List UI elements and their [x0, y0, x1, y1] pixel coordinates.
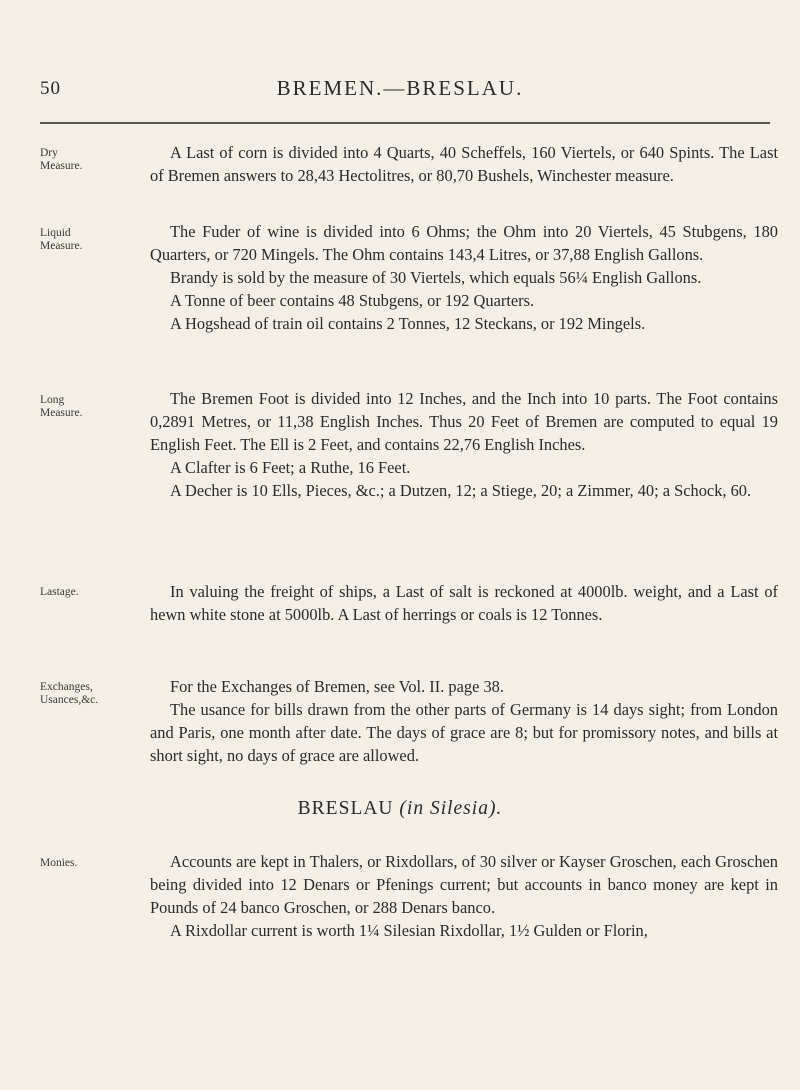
paragraph: Accounts are kept in Thalers, or Rixdollars, of 30 silver or Kayser Groschen, each Groschen being divided into 12 Denars or Pfenings current; but accounts in banco money are kept in Pounds of 24 banco Groschen, or 288 Denars banco. — [150, 852, 778, 917]
paragraph: The Bremen Foot is divided into 12 Inches, and the Inch into 10 parts. The Foot contains 0,2891 Metres, or 11,38 English Inches. Thus 20 Feet of Bremen are computed to equal 19 English Feet. The Ell is 2 Feet, and contains 22,76 English Inches. — [150, 389, 778, 454]
section-lastage — [150, 580, 778, 626]
margin-note-line: Long — [40, 394, 65, 406]
margin-note-line: Liquid — [40, 227, 71, 239]
margin-note-line: Exchanges, — [40, 681, 93, 693]
paragraph: A Hogshead of train oil contains 2 Tonnes, 12 Steckans, or 192 Mingels. — [170, 314, 646, 333]
margin-note-line: Usances,&c. — [40, 694, 99, 706]
breslau-title — [0, 798, 800, 820]
margin-note-line: Dry — [40, 147, 58, 159]
paragraph: Brandy is sold by the measure of 30 Viertels, which equals 56¼ English Gallons. — [170, 268, 702, 287]
paragraph: The Fuder of wine is divided into 6 Ohms; the Ohm into 20 Viertels, 45 Stubgens, 180 Quarters, or 720 Mingels. The Ohm contains 143,4 Litres, or 37,88 English Gallons. — [150, 222, 778, 264]
section-dry-measure — [150, 141, 778, 187]
margin-note-line: Measure. — [40, 407, 83, 419]
section-monies — [150, 850, 778, 942]
margin-note-line: Measure. — [40, 160, 83, 172]
paragraph: A Rixdollar current is worth 1¼ Silesian Rixdollar, 1½ Gulden or Florin, — [170, 921, 648, 940]
breslau-title-main: BRESLAU — [297, 798, 394, 819]
header-rule — [40, 122, 770, 124]
section-long-measure — [150, 387, 778, 502]
paragraph: A Clafter is 6 Feet; a Ruthe, 16 Feet. — [170, 458, 411, 477]
paragraph: A Tonne of beer contains 48 Stubgens, or 192 Quarters. — [170, 291, 535, 310]
paragraph: A Decher is 10 Ells, Pieces, &c.; a Dutzen, 12; a Stiege, 20; a Zimmer, 40; a Schock, 60. — [170, 481, 752, 500]
margin-note-lastage — [40, 586, 120, 599]
margin-note-line: Monies. — [40, 857, 78, 869]
margin-note-monies — [40, 857, 120, 870]
margin-note-exchanges — [40, 681, 120, 707]
paragraph: The usance for bills drawn from the other parts of Germany is 14 days sight; from London and Paris, one month after date. The days of grace are 8; but for promissory notes, and bills at short sight, no days of grace are allowed. — [150, 700, 778, 765]
margin-note-dry-measure — [40, 147, 120, 173]
margin-note-liquid-measure — [40, 227, 120, 253]
margin-note-long-measure — [40, 394, 120, 420]
running-head: BREMEN.—BRESLAU. — [276, 76, 524, 100]
section-exchanges — [150, 675, 778, 767]
paragraph: In valuing the freight of ships, a Last of salt is reckoned at 4000lb. weight, and a Last of hewn white stone at 5000lb. A Last of herrings or coals is 12 Tonnes. — [150, 582, 778, 624]
paragraph: A Last of corn is divided into 4 Quarts, 40 Scheffels, 160 Viertels, or 640 Spints. The Last of Bremen answers to 28,43 Hectolitres, or 80,70 Bushels, Winchester measure. — [150, 143, 778, 185]
page-number: 50 — [40, 78, 61, 99]
page-header — [0, 74, 800, 104]
margin-note-line: Measure. — [40, 240, 83, 252]
section-liquid-measure — [150, 220, 778, 335]
paragraph: For the Exchanges of Bremen, see Vol. II. page 38. — [170, 677, 504, 696]
breslau-title-sub: (in Silesia). — [399, 798, 503, 819]
margin-note-line: Lastage. — [40, 586, 79, 598]
